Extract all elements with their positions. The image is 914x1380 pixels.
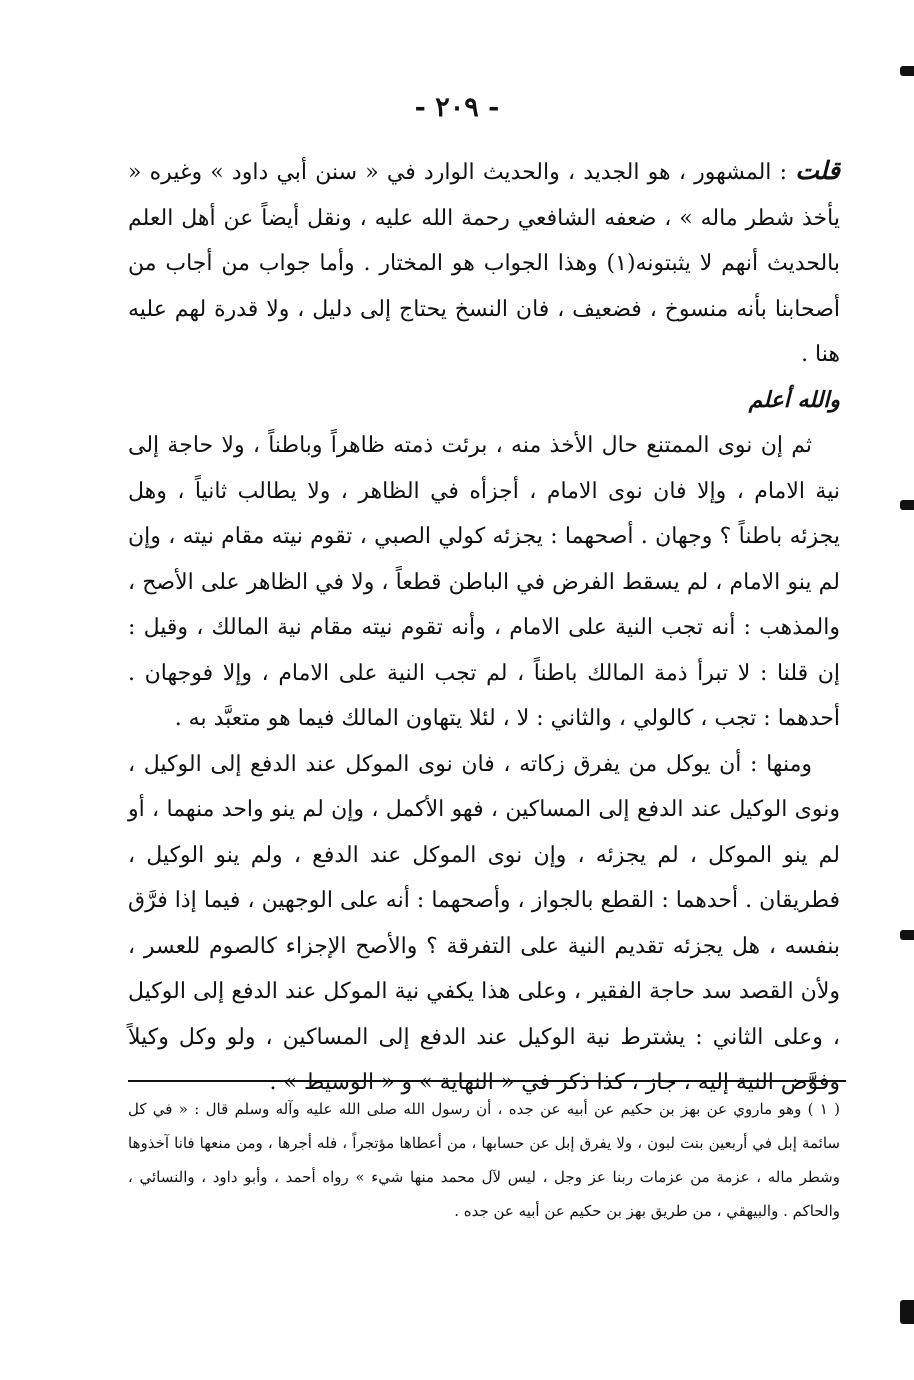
closing-phrase: والله أعلم xyxy=(748,386,840,413)
footnote-divider xyxy=(128,1080,846,1082)
paragraph-3: ومنها : أن يوكل من يفرق زكاته ، فان نوى الموكل عند الدفع إلى الوكيل ، ونوى الوكيل عند الدفع إلى المساكين ، فهو الأكمل ، وإن لم ينو واحد منهما ، أو لم ينو الموكل ، لم يجزئه ، وإن نوى الموكل عند الدفع ، ولم ينو الوكيل ، فطريقان . أحدهما : القطع بالجواز ، وأصحهما : أنه على الوجهين ، فيما إذا فرَّق بنفسه ، هل يجزئه تقديم النية على التفرقة ؟ والأصح الإجزاء كالصوم للعسر ، ولأن القصد سد حاجة الفقير ، وعلى هذا يكفي نية الموكل عند الدفع إلى الوكيل ، وعلى الثاني : يشترط نية الوكيل عند الدفع إلى المساكين ، ولو وكل وكيلاً وفوَّض النية إليه ، جاز ، كذا ذكر في « النهاية » و « الوسيط » . xyxy=(128,751,840,1095)
scan-edge-mark xyxy=(900,930,914,940)
main-text xyxy=(128,148,840,1106)
paragraph-2: ثم إن نوى الممتنع حال الأخذ منه ، برئت ذمته ظاهراً وباطناً ، ولا حاجة إلى نية الامام ، وإلا فان نوى الامام ، أجزأه في الظاهر ، ولا يطالب ثانياً ، وهل يجزئه باطناً ؟ وجهان . أصحهما : يجزئه كولي الصبي ، تقوم نيته مقام نيته ، وإن لم ينو الامام ، لم يسقط الفرض في الباطن قطعاً ، ولا في الظاهر على الأصح ، والمذهب : أنه تجب النية على الامام ، وأنه تقوم نيته مقام نية المالك ، وقيل : إن قلنا : لا تبرأ ذمة المالك باطناً ، لم تجب النية على الامام ، وإلا فوجهان . أحدهما : تجب ، كالولي ، والثاني : لا ، لئلا يتهاون المالك فيما هو متعبَّد به . xyxy=(128,433,840,731)
scan-edge-mark xyxy=(900,66,914,76)
page-number: - ٢٠٩ - xyxy=(414,92,500,123)
scan-edge-mark xyxy=(900,500,914,510)
footnote-text: ( ١ ) وهو ماروي عن بهز بن حكيم عن أبيه عن جده ، أن رسول الله صلى الله عليه وآله وسلم قال : « في كل سائمة إبل في أربعين بنت لبون ، ولا يفرق إبل عن حسابها ، من أعطاها مؤتجراً ، فله أجرها ، ومن منعها فانا آخذوها وشطر ماله ، عزمة من عزمات ربنا عز وجل ، ليس لآل محمد منها شيء » رواه أحمد ، وأبو داود ، والنسائي ، والحاكم . والبيهقي ، من طريق بهز بن حكيم عن أبيه عن جده . xyxy=(128,1100,841,1220)
footnote xyxy=(128,1092,840,1228)
scan-edge-mark xyxy=(900,1300,914,1324)
paragraph-1 xyxy=(128,148,840,378)
paragraph-1-text: : المشهور ، هو الجديد ، والحديث الوارد في « سنن أبي داود » وغيره « يأخذ شطر ماله » ، ضعفه الشافعي رحمة الله عليه ، ونقل أيضاً عن أهل العلم بالحديث أنهم لا يثبتونه(١) وهذا الجواب هو المختار . وأما جواب من أجاب من أصحابنا بأنه منسوخ ، فضعيف ، فان النسخ يحتاج إلى دليل ، ولا قدرة لهم عليه هنا . xyxy=(128,160,841,367)
lead-word-qultu: قلت xyxy=(795,156,840,185)
